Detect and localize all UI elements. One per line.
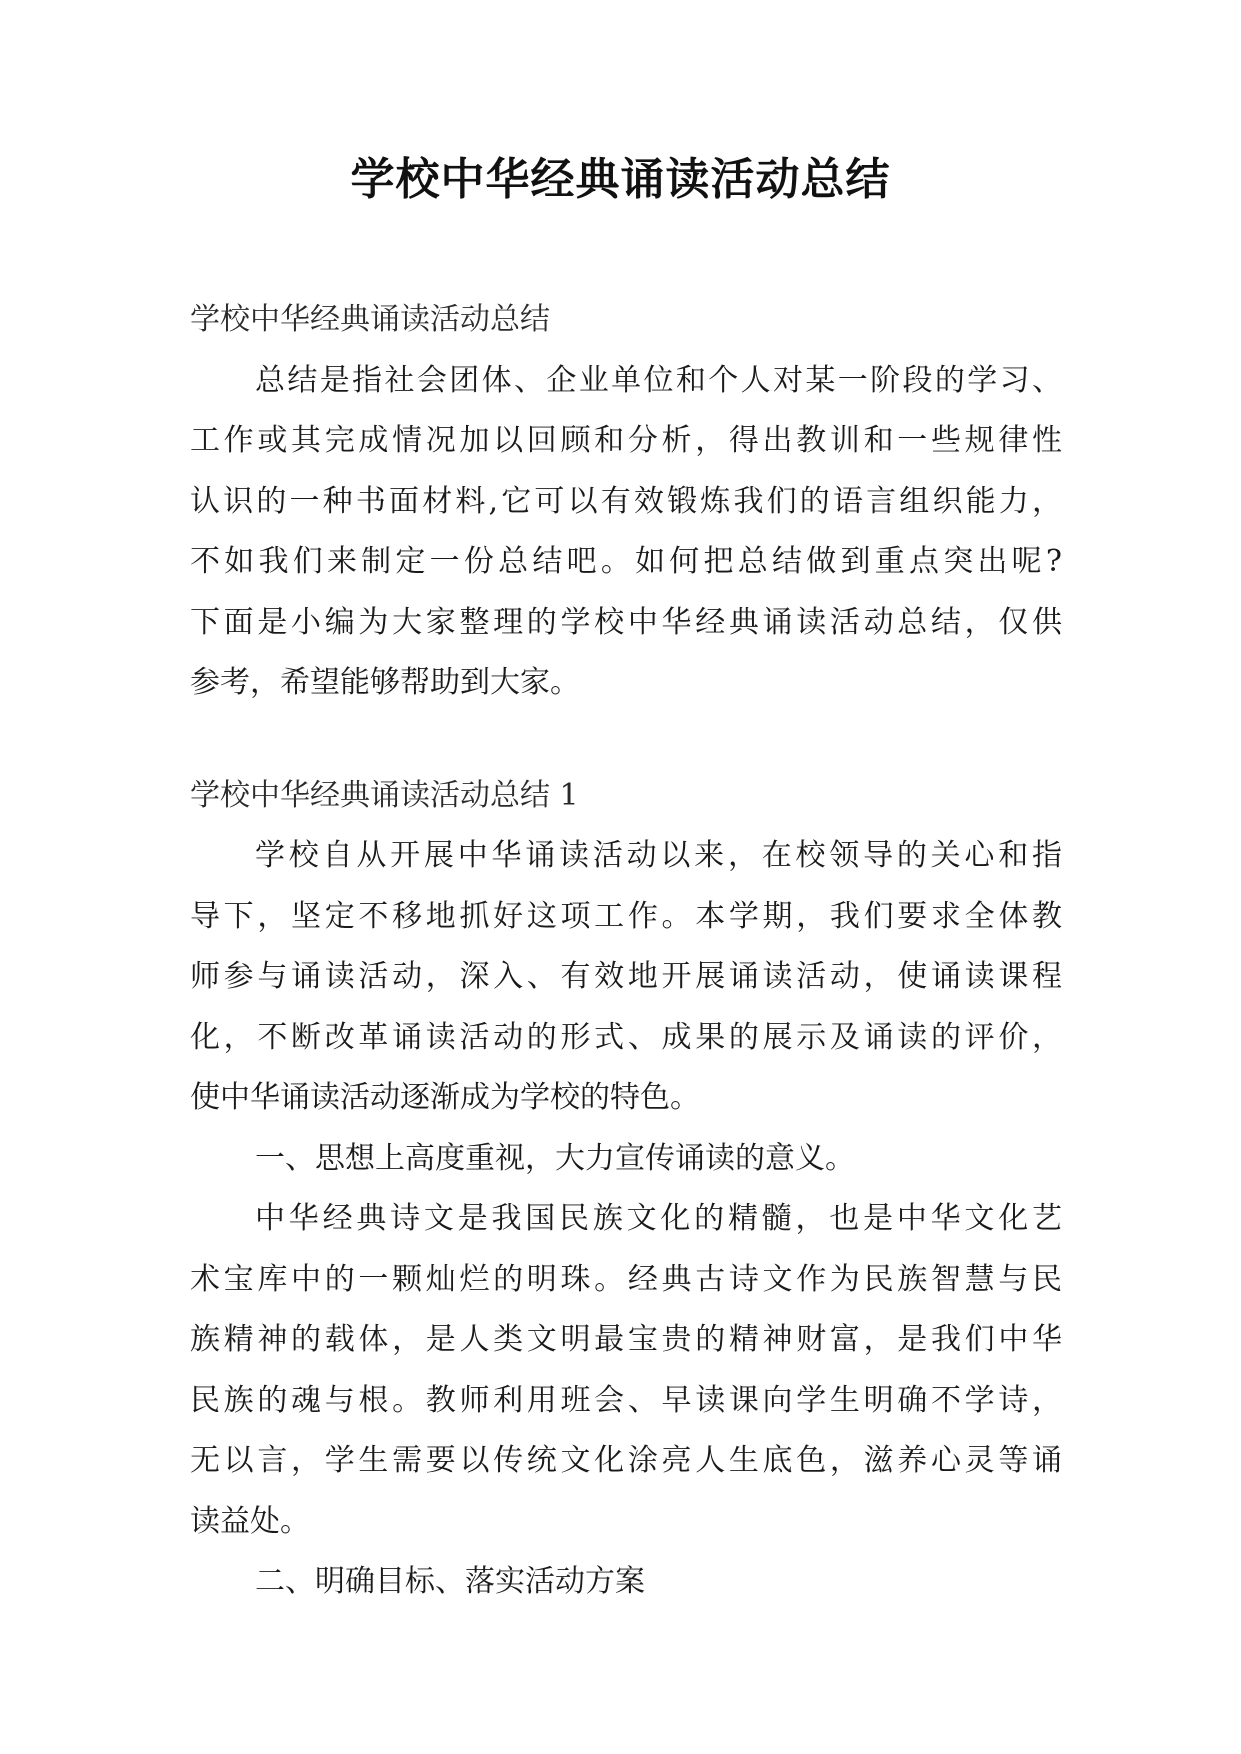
paragraph-line: 化，不断改革诵读活动的形式、成果的展示及诵读的评价， (190, 1019, 1062, 1055)
paragraph-line: 导下，坚定不移地抓好这项工作。本学期，我们要求全体教 (190, 898, 1062, 934)
intro-line: 认识的一种书面材料,它可以有效锻炼我们的语言组织能力， (190, 483, 1062, 519)
intro-line: 下面是小编为大家整理的学校中华经典诵读活动总结，仅供 (190, 604, 1062, 640)
intro-line: 总结是指社会团体、企业单位和个人对某一阶段的学习、 (255, 362, 1062, 398)
intro-line: 不如我们来制定一份总结吧。如何把总结做到重点突出呢? (190, 544, 1062, 579)
intro-heading: 学校中华经典诵读活动总结 (190, 302, 550, 337)
paragraph-line: 中华经典诗文是我国民族文化的精髓，也是中华文化艺 (255, 1201, 1062, 1236)
paragraph-line: 学校自从开展中华诵读活动以来，在校领导的关心和指 (255, 838, 1062, 873)
section-heading: 学校中华经典诵读活动总结 1 (190, 777, 579, 813)
paragraph-line: 无以言，学生需要以传统文化涂亮人生底色，滋养心灵等诵 (190, 1443, 1062, 1478)
paragraph-line: 师参与诵读活动，深入、有效地开展诵读活动，使诵读课程 (190, 959, 1062, 994)
intro-line: 工作或其完成情况加以回顾和分析，得出教训和一些规律性 (190, 423, 1062, 458)
point-heading: 一、思想上高度重视，大力宣传诵读的意义。 (255, 1140, 855, 1176)
paragraph-line: 民族的魂与根。教师利用班会、早读课向学生明确不学诗， (190, 1382, 1062, 1418)
paragraph-line: 使中华诵读活动逐渐成为学校的特色。 (190, 1080, 700, 1115)
paragraph-line: 族精神的载体，是人类文明最宝贵的精神财富，是我们中华 (190, 1322, 1062, 1357)
paragraph-line: 术宝库中的一颗灿烂的明珠。经典古诗文作为民族智慧与民 (190, 1261, 1062, 1297)
point-heading: 二、明确目标、落实活动方案 (255, 1564, 645, 1599)
intro-line: 参考，希望能够帮助到大家。 (190, 665, 580, 700)
document-title: 学校中华经典诵读活动总结 (350, 154, 891, 205)
section-spacer (190, 714, 1062, 766)
paragraph-line: 读益处。 (190, 1503, 310, 1539)
document-body (190, 290, 1062, 1613)
